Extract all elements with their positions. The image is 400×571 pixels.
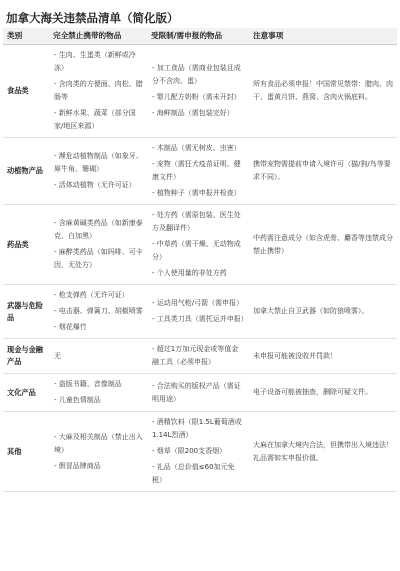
document-title: 加拿大海关违禁品清单（简化版） xyxy=(6,11,179,25)
banned-cell xyxy=(49,285,147,339)
banned-cell xyxy=(49,45,147,138)
note-cell: 携带宠物需提前申请入境许可（猫/狗/鸟等要求不同）。 xyxy=(249,138,397,205)
banned-item: - 生肉、生蛋类（新鲜或冷冻） xyxy=(54,51,136,72)
banned-cell xyxy=(49,205,147,285)
banned-item: - 麻醉类药品（如吗啡、可卡因，无处方） xyxy=(54,248,143,269)
restricted-item: - 海鲜制品（需包装完好） xyxy=(152,109,234,117)
header-category: 类别 xyxy=(3,28,49,45)
note-cell: 大麻在加拿大境内合法，但携带出入境违法！礼品需如实申报价值。 xyxy=(249,412,397,492)
restricted-item: - 宠物（需狂犬疫苗证明、健康文件） xyxy=(152,160,241,181)
restricted-item: - 中草药（需干燥、无动物成分） xyxy=(152,240,241,261)
header-restricted: 受限制/需申报的物品 xyxy=(147,28,249,45)
note-cell: 加拿大禁止自卫武器（如防狼喷雾）。 xyxy=(249,285,397,339)
note-cell: 未申报可能被没收并罚款！ xyxy=(249,339,397,374)
restricted-item: - 婴儿配方奶粉（需未开封） xyxy=(152,93,241,101)
row-category: 其他 xyxy=(3,412,49,492)
restricted-cell xyxy=(147,412,249,492)
restricted-cell xyxy=(147,205,249,285)
note-cell: 所有食品必须申报！中国常见禁带：腊肉、肉干、蛋黄月饼、燕窝、含肉火锅底料。 xyxy=(249,45,397,138)
banned-item: - 儿童色情制品 xyxy=(54,396,101,404)
row-category: 食品类 xyxy=(3,45,49,138)
restricted-cell xyxy=(147,45,249,138)
restricted-cell xyxy=(147,138,249,205)
banned-item: 无 xyxy=(54,351,61,360)
row-category: 动植物产品 xyxy=(3,138,49,205)
banned-cell xyxy=(49,374,147,412)
table-row xyxy=(3,45,397,138)
table-row xyxy=(3,339,397,374)
restricted-item: - 木制品（需无树皮、虫害） xyxy=(152,144,241,152)
table-row xyxy=(3,138,397,205)
restricted-item: - 礼品（总价值≤60加元免税） xyxy=(152,463,235,484)
restricted-cell xyxy=(147,339,249,374)
banned-item: - 含麻黄碱类药品（如新康泰克、白加黑） xyxy=(54,219,143,240)
header-notes: 注意事项 xyxy=(249,28,397,45)
restricted-item: - 合法购买的版权产品（需证明用途） xyxy=(152,381,241,403)
banned-item: - 新鲜水果、蔬菜（部分国家/地区来源） xyxy=(54,109,136,130)
banned-item: - 盗版书籍、音像制品 xyxy=(54,380,122,388)
note-cell: 电子设备可能被抽查，删除可疑文件。 xyxy=(249,374,397,412)
banned-cell xyxy=(49,138,147,205)
banned-item: - 枪支弹药（无许可证） xyxy=(54,291,129,299)
table-row xyxy=(3,374,397,412)
row-category: 药品类 xyxy=(3,205,49,285)
restricted-item: - 酒精饮料（限1.5L葡萄酒或1.14L烈酒） xyxy=(152,418,242,439)
restricted-item: - 烟草（限200支香烟） xyxy=(152,447,227,455)
restricted-cell xyxy=(147,285,249,339)
banned-item: - 烟花爆竹 xyxy=(54,323,87,331)
banned-item: - 电击器、弹簧刀、胡椒喷雾 xyxy=(54,307,143,315)
banned-cell xyxy=(49,412,147,492)
banned-item: - 濒危动植物制品（如象牙、犀牛角、珊瑚） xyxy=(54,152,143,173)
row-category: 现金与金融产品 xyxy=(3,339,49,374)
table-row xyxy=(3,285,397,339)
banned-item: - 大麻及相关制品（禁止出入境） xyxy=(54,432,143,454)
banned-item: - 含肉类的方便面、肉松、腊肠等 xyxy=(54,80,143,101)
restricted-item: - 超过1万加元现金或等值金融工具（必须申报） xyxy=(152,345,239,366)
restricted-item: - 个人使用量的非处方药 xyxy=(152,269,227,277)
restricted-item: - 运动用气枪/弓箭（需申报） xyxy=(152,299,244,307)
header-banned: 完全禁止携带的物品 xyxy=(49,28,147,45)
row-category: 文化产品 xyxy=(3,374,49,412)
banned-cell xyxy=(49,339,147,374)
restricted-cell xyxy=(147,374,249,412)
restricted-item: - 植物种子（需申报并检查） xyxy=(152,189,241,197)
note-cell: 中药需注意成分（如含虎骨、麝香等违禁成分禁止携带） xyxy=(249,205,397,285)
restricted-item: - 工具类刀具（需托运并申报） xyxy=(152,315,248,323)
table-header-row xyxy=(3,28,397,45)
table-row xyxy=(3,412,397,492)
banned-item: - 假冒品牌商品 xyxy=(54,461,101,470)
restricted-item: - 加工食品（需商业包装且成分不含肉、蛋） xyxy=(152,64,241,85)
restricted-item: - 处方药（需原包装、医生处方及翻译件） xyxy=(152,211,241,232)
table-row xyxy=(3,205,397,285)
prohibited-items-table xyxy=(3,28,397,492)
row-category: 武器与危险品 xyxy=(3,285,49,339)
banned-item: - 活体动植物（无许可证） xyxy=(54,181,136,189)
